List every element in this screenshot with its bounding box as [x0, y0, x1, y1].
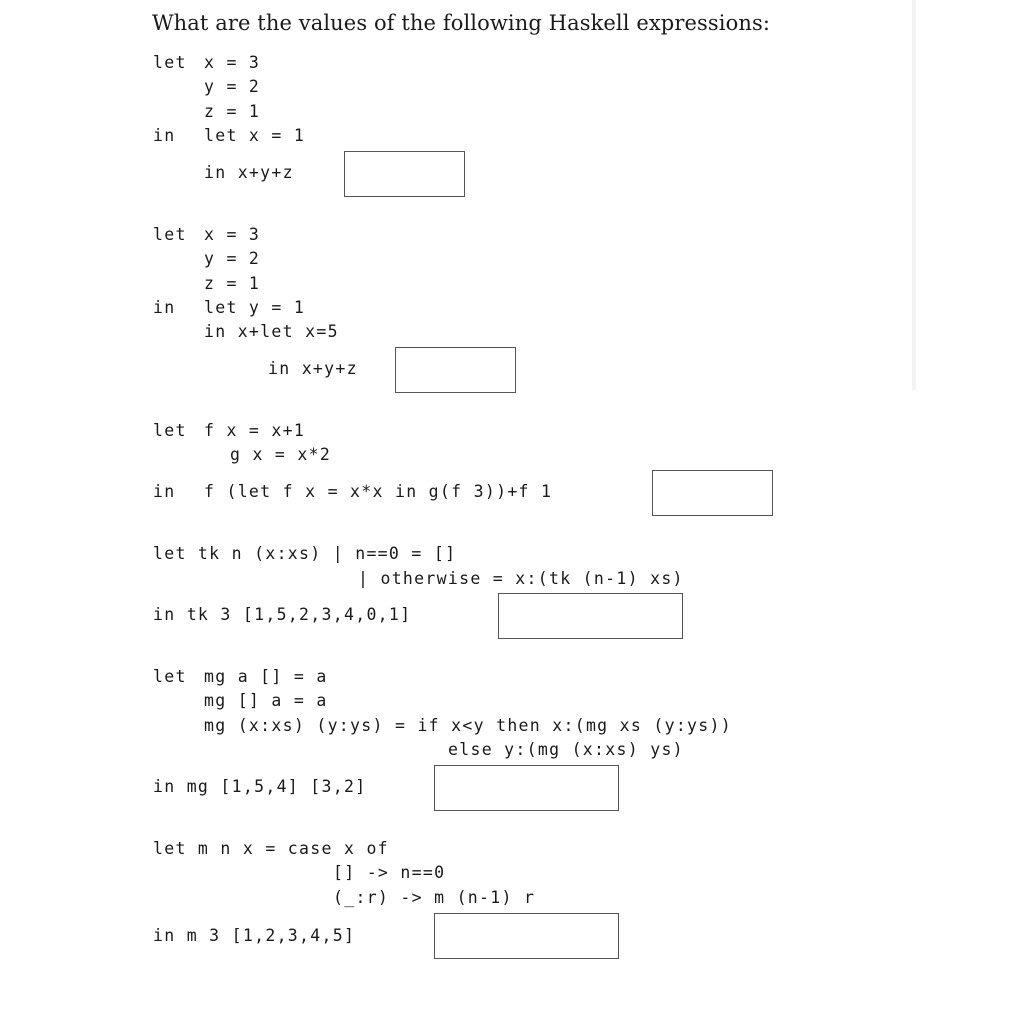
code-line: in x+y+z [204, 163, 294, 182]
code-line: y = 2 [204, 249, 261, 268]
code-line: (_:r) -> m (n-1) r [333, 888, 536, 907]
code-line: in tk 3 [1,5,2,3,4,0,1] [153, 605, 412, 624]
code-line: mg [] a = a [204, 691, 328, 710]
code-keyword: in [153, 126, 176, 145]
code-line: z = 1 [204, 274, 261, 293]
code-keyword: in [153, 298, 176, 317]
code-line: | otherwise = x:(tk (n-1) xs) [358, 569, 684, 588]
answer-box[interactable] [652, 470, 773, 516]
code-keyword: let [153, 667, 187, 686]
answer-box[interactable] [395, 347, 516, 393]
code-keyword: in [153, 482, 176, 501]
code-keyword: let [153, 421, 187, 440]
answer-box[interactable] [344, 151, 465, 197]
code-line: g x = x*2 [230, 445, 332, 464]
code-keyword: let [153, 225, 187, 244]
page-edge-shadow [912, 0, 916, 390]
code-line: mg a [] = a [204, 667, 328, 686]
code-line: in mg [1,5,4] [3,2] [153, 777, 367, 796]
code-line: [] -> n==0 [333, 863, 446, 882]
code-line: mg (x:xs) (y:ys) = if x<y then x:(mg xs (y:ys)) [204, 716, 732, 735]
code-line: x = 3 [204, 225, 261, 244]
answer-box[interactable] [498, 593, 683, 639]
code-line: f x = x+1 [204, 421, 306, 440]
code-line: let m n x = case x of [153, 839, 389, 858]
code-line: in m 3 [1,2,3,4,5] [153, 926, 356, 945]
code-keyword: let [153, 53, 187, 72]
code-line: x = 3 [204, 53, 261, 72]
answer-box[interactable] [434, 913, 619, 959]
code-line: z = 1 [204, 102, 261, 121]
code-line: let tk n (x:xs) | n==0 = [] [153, 544, 457, 563]
code-line: in x+let x=5 [204, 322, 339, 341]
page-heading: What are the values of the following Haskell expressions: [152, 11, 771, 35]
answer-box[interactable] [434, 765, 619, 811]
code-line: f (let f x = x*x in g(f 3))+f 1 [204, 482, 553, 501]
code-line: let x = 1 [204, 126, 306, 145]
code-line: else y:(mg (x:xs) ys) [448, 740, 684, 759]
code-line: in x+y+z [268, 359, 358, 378]
code-line: y = 2 [204, 77, 261, 96]
code-line: let y = 1 [204, 298, 306, 317]
